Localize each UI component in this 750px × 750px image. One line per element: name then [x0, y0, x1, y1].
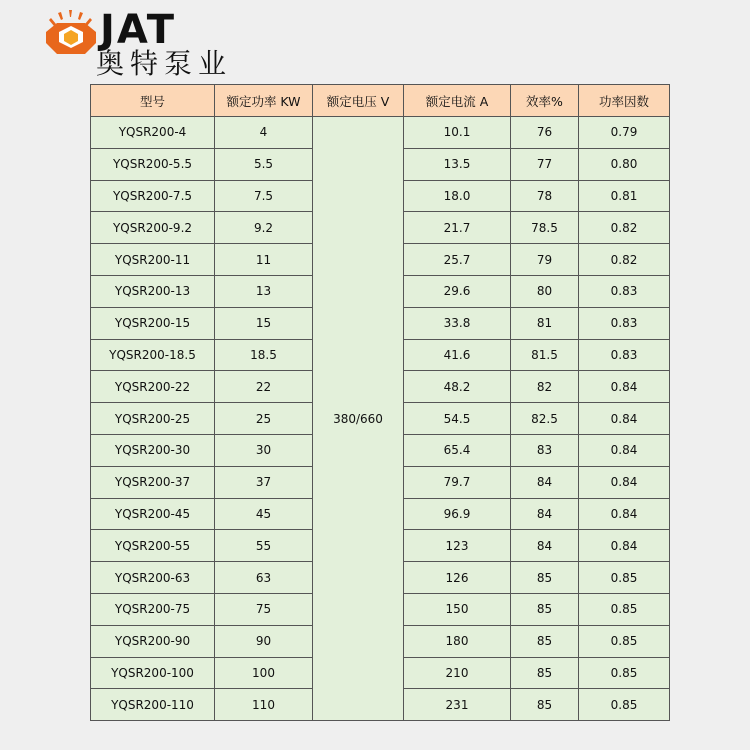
cell-model: YQSR200-4 [91, 117, 215, 149]
cell-power-factor: 0.85 [579, 625, 670, 657]
cell-efficiency: 85 [511, 625, 579, 657]
cell-power: 37 [215, 466, 313, 498]
cell-power-factor: 0.85 [579, 593, 670, 625]
cell-model: YQSR200-100 [91, 657, 215, 689]
cell-current: 13.5 [404, 148, 511, 180]
cell-power-factor: 0.81 [579, 180, 670, 212]
brand-latin-name: JAT [100, 7, 177, 53]
cell-model: YQSR200-30 [91, 434, 215, 466]
cell-power-factor: 0.83 [579, 307, 670, 339]
cell-efficiency: 85 [511, 657, 579, 689]
cell-power: 55 [215, 530, 313, 562]
cell-current: 48.2 [404, 371, 511, 403]
cell-power: 15 [215, 307, 313, 339]
cell-efficiency: 83 [511, 434, 579, 466]
cell-current: 123 [404, 530, 511, 562]
cell-model: YQSR200-11 [91, 244, 215, 276]
cell-efficiency: 84 [511, 530, 579, 562]
cell-current: 21.7 [404, 212, 511, 244]
cell-model: YQSR200-13 [91, 275, 215, 307]
spec-table [90, 84, 670, 721]
cell-power-factor: 0.84 [579, 434, 670, 466]
cell-model: YQSR200-63 [91, 562, 215, 594]
cell-power: 18.5 [215, 339, 313, 371]
cell-power: 11 [215, 244, 313, 276]
cell-current: 25.7 [404, 244, 511, 276]
cell-model: YQSR200-15 [91, 307, 215, 339]
cell-power-factor: 0.79 [579, 117, 670, 149]
header-power: 额定功率 KW [215, 85, 313, 117]
header-power-factor: 功率因数 [579, 85, 670, 117]
cell-power: 90 [215, 625, 313, 657]
sun-hexagon-logo-icon [42, 8, 100, 58]
cell-model: YQSR200-37 [91, 466, 215, 498]
table-header-row [91, 85, 670, 117]
brand-chinese-name: 奥特泵业 [96, 47, 233, 80]
cell-current: 79.7 [404, 466, 511, 498]
cell-efficiency: 85 [511, 689, 579, 721]
cell-power: 30 [215, 434, 313, 466]
cell-efficiency: 84 [511, 498, 579, 530]
cell-efficiency: 77 [511, 148, 579, 180]
cell-power-factor: 0.84 [579, 403, 670, 435]
cell-current: 29.6 [404, 275, 511, 307]
cell-efficiency: 82 [511, 371, 579, 403]
cell-model: YQSR200-18.5 [91, 339, 215, 371]
cell-power: 25 [215, 403, 313, 435]
cell-model: YQSR200-55 [91, 530, 215, 562]
cell-efficiency: 85 [511, 593, 579, 625]
table-row [91, 117, 670, 149]
cell-model: YQSR200-22 [91, 371, 215, 403]
cell-model: YQSR200-45 [91, 498, 215, 530]
cell-current: 65.4 [404, 434, 511, 466]
cell-power-factor: 0.83 [579, 275, 670, 307]
table-body [91, 117, 670, 721]
cell-power-factor: 0.80 [579, 148, 670, 180]
cell-power: 9.2 [215, 212, 313, 244]
cell-current: 41.6 [404, 339, 511, 371]
cell-power-factor: 0.85 [579, 562, 670, 594]
cell-power-factor: 0.83 [579, 339, 670, 371]
cell-current: 18.0 [404, 180, 511, 212]
cell-power-factor: 0.82 [579, 212, 670, 244]
cell-model: YQSR200-7.5 [91, 180, 215, 212]
cell-current: 96.9 [404, 498, 511, 530]
cell-efficiency: 84 [511, 466, 579, 498]
cell-model: YQSR200-90 [91, 625, 215, 657]
cell-model: YQSR200-25 [91, 403, 215, 435]
cell-power: 5.5 [215, 148, 313, 180]
cell-power-factor: 0.84 [579, 371, 670, 403]
cell-voltage: 380/660 [313, 117, 404, 721]
cell-power: 63 [215, 562, 313, 594]
cell-efficiency: 85 [511, 562, 579, 594]
cell-current: 150 [404, 593, 511, 625]
cell-efficiency: 76 [511, 117, 579, 149]
cell-power-factor: 0.85 [579, 689, 670, 721]
cell-efficiency: 80 [511, 275, 579, 307]
cell-model: YQSR200-110 [91, 689, 215, 721]
cell-current: 126 [404, 562, 511, 594]
cell-power: 45 [215, 498, 313, 530]
cell-current: 210 [404, 657, 511, 689]
cell-efficiency: 81.5 [511, 339, 579, 371]
cell-power: 75 [215, 593, 313, 625]
cell-power: 4 [215, 117, 313, 149]
cell-power-factor: 0.82 [579, 244, 670, 276]
cell-power: 7.5 [215, 180, 313, 212]
cell-power: 100 [215, 657, 313, 689]
cell-model: YQSR200-75 [91, 593, 215, 625]
header-efficiency: 效率% [511, 85, 579, 117]
cell-efficiency: 81 [511, 307, 579, 339]
cell-model: YQSR200-9.2 [91, 212, 215, 244]
cell-current: 54.5 [404, 403, 511, 435]
cell-current: 231 [404, 689, 511, 721]
cell-power: 13 [215, 275, 313, 307]
cell-model: YQSR200-5.5 [91, 148, 215, 180]
cell-current: 33.8 [404, 307, 511, 339]
cell-efficiency: 79 [511, 244, 579, 276]
cell-efficiency: 78.5 [511, 212, 579, 244]
header-voltage: 额定电压 V [313, 85, 404, 117]
cell-power-factor: 0.84 [579, 466, 670, 498]
cell-power: 22 [215, 371, 313, 403]
brand-logo [42, 8, 242, 80]
cell-current: 10.1 [404, 117, 511, 149]
cell-power-factor: 0.84 [579, 498, 670, 530]
cell-power-factor: 0.84 [579, 530, 670, 562]
header-model: 型号 [91, 85, 215, 117]
cell-power-factor: 0.85 [579, 657, 670, 689]
cell-power: 110 [215, 689, 313, 721]
cell-current: 180 [404, 625, 511, 657]
cell-efficiency: 78 [511, 180, 579, 212]
cell-efficiency: 82.5 [511, 403, 579, 435]
header-current: 额定电流 A [404, 85, 511, 117]
